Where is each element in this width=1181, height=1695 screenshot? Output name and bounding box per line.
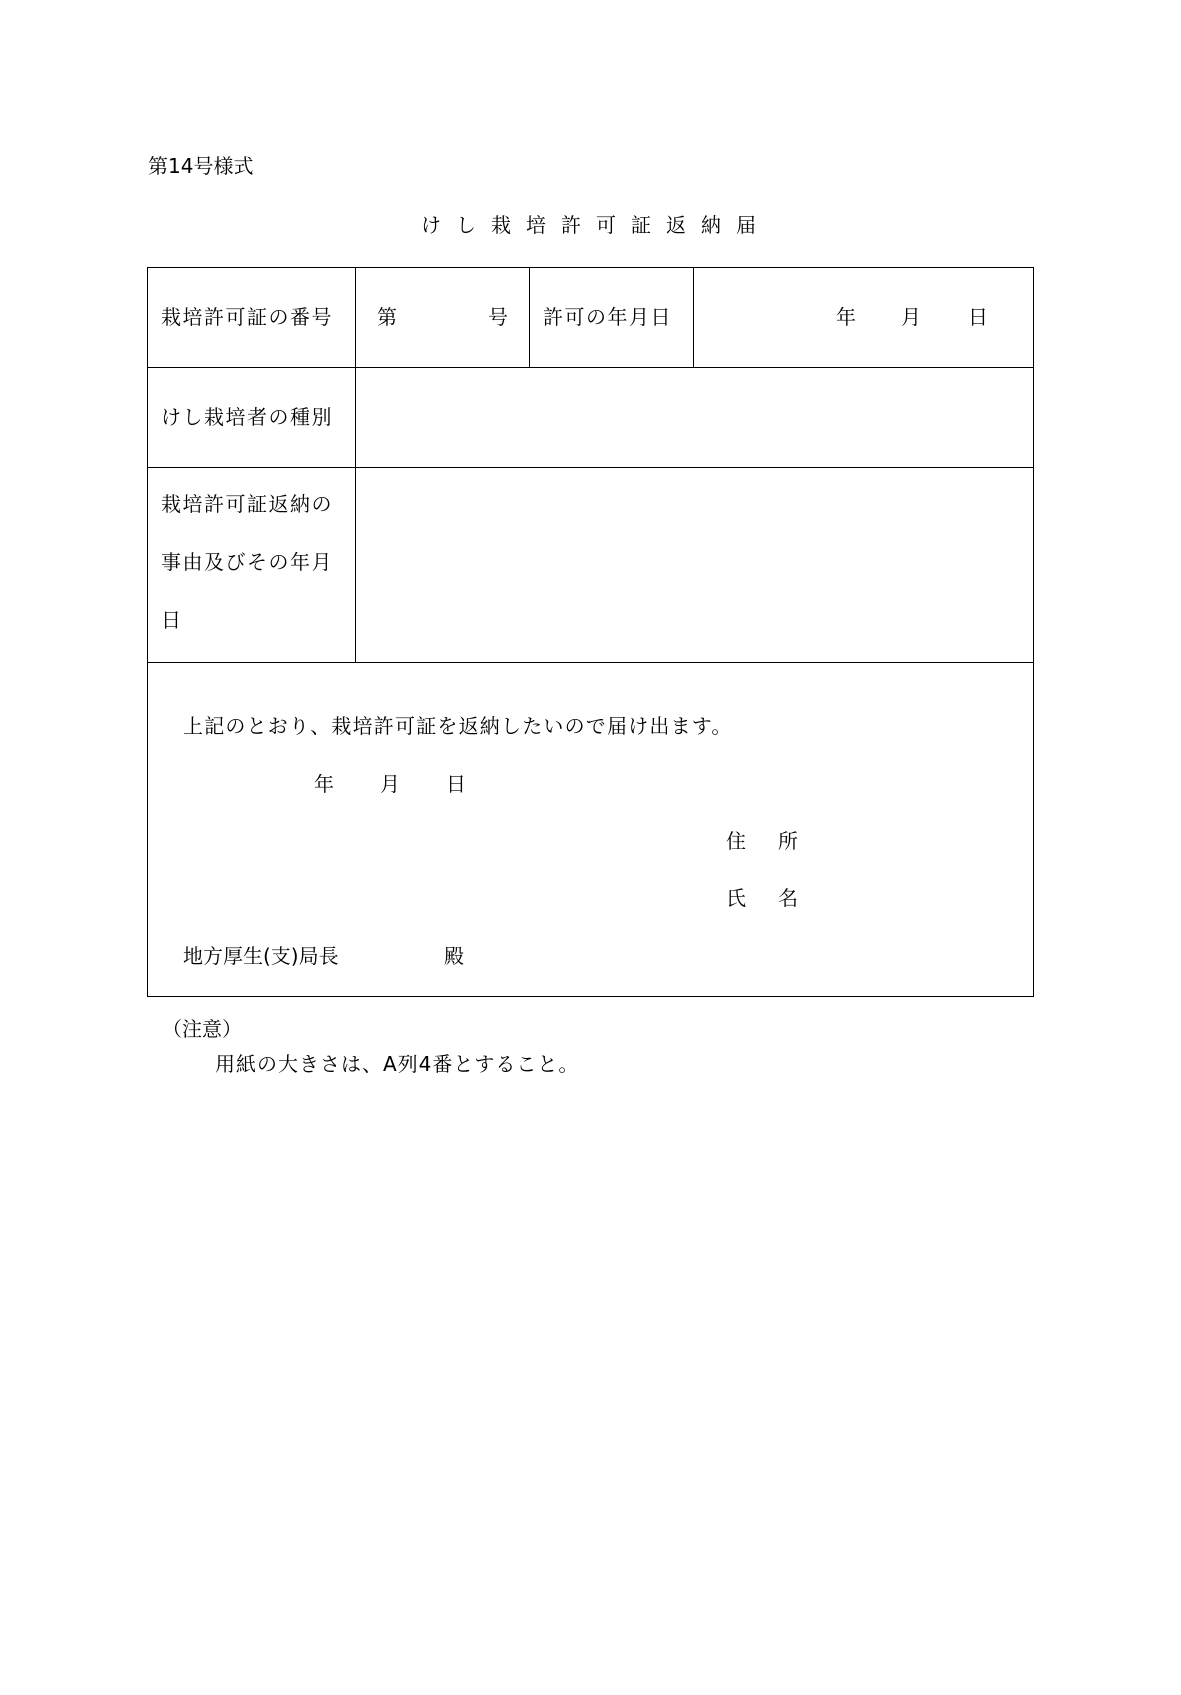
honorific: 殿 — [444, 944, 464, 968]
permit-date-label: 許可の年月日 — [543, 305, 672, 329]
permit-number-label: 栽培許可証の番号 — [161, 305, 333, 329]
permit-date-year: 年 — [836, 305, 856, 329]
permit-date-month: 月 — [901, 305, 921, 329]
notes-heading: （注意） — [162, 1017, 242, 1041]
reason-label-line-3: 日 — [161, 608, 181, 632]
reason-label-line-1: 栽培許可証返納の — [161, 492, 333, 516]
reason-field[interactable] — [358, 470, 1030, 660]
form-number: 第14号様式 — [148, 154, 254, 178]
grower-type-field[interactable] — [358, 370, 1030, 464]
permit-number-field[interactable] — [400, 280, 485, 350]
address-label: 住 所 — [726, 829, 804, 853]
page-title: けし栽培許可証返納届 — [421, 213, 771, 237]
permit-number-prefix: 第 — [377, 305, 397, 329]
permit-date-day: 日 — [968, 305, 988, 329]
declaration-day: 日 — [446, 772, 466, 796]
note-item: 用紙の大きさは、A列4番とすること。 — [215, 1052, 580, 1076]
addressee: 地方厚生(支)局長 — [183, 944, 339, 968]
declaration-statement: 上記のとおり、栽培許可証を返納したいので届け出ます。 — [183, 714, 733, 738]
name-label: 氏 名 — [726, 886, 804, 910]
grower-type-label: けし栽培者の種別 — [161, 405, 333, 429]
declaration-month: 月 — [380, 772, 400, 796]
permit-number-suffix: 号 — [488, 305, 508, 329]
declaration-year: 年 — [314, 772, 334, 796]
reason-label-line-2: 事由及びその年月 — [161, 550, 333, 574]
